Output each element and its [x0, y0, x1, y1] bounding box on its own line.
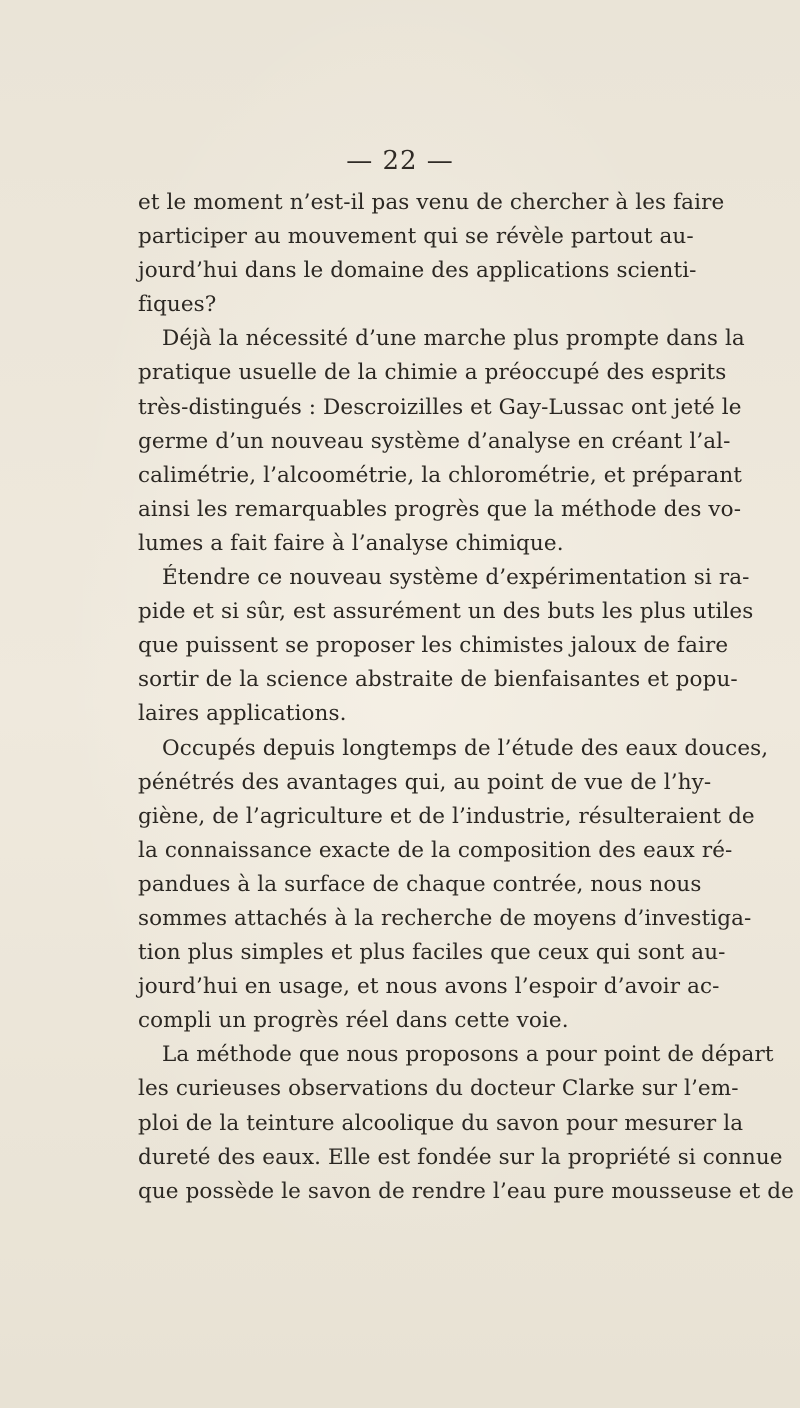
- text-line: La méthode que nous proposons a pour point de départ: [162, 1042, 774, 1068]
- text-line: fiques?: [138, 292, 217, 318]
- text-line: pénétrés des avantages qui, au point de vue de l’hy-: [138, 769, 712, 795]
- text-line: pandues à la surface de chaque contrée, nous nous: [138, 871, 702, 897]
- text-line: très-distingués : Descroizilles et Gay-Lussac ont jeté le: [138, 394, 742, 420]
- text-line: participer au mouvement qui se révèle partout au-: [138, 224, 694, 250]
- text-line: la connaissance exacte de la composition des eaux ré-: [138, 837, 733, 863]
- text-line: lumes a fait faire à l’analyse chimique.: [138, 530, 564, 556]
- text-line: tion plus simples et plus faciles que ceux qui sont au-: [138, 940, 726, 966]
- text-line: ploi de la teinture alcoolique du savon pour mesurer la: [138, 1110, 744, 1136]
- text-line: Étendre ce nouveau système d’expérimentation si ra-: [162, 565, 750, 591]
- text-line: les curieuses observations du docteur Clarke sur l’em-: [138, 1076, 739, 1102]
- body-text: [138, 186, 794, 1209]
- page-number: — 22 —: [346, 146, 454, 176]
- text-line: sortir de la science abstraite de bienfaisantes et popu-: [138, 667, 738, 693]
- text-line: compli un progrès réel dans cette voie.: [138, 1008, 569, 1034]
- text-line: que possède le savon de rendre l’eau pure mousseuse et de: [138, 1178, 794, 1204]
- text-line: Déjà la nécessité d’une marche plus prompte dans la: [162, 326, 745, 352]
- text-line: jourd’hui dans le domaine des applications scienti-: [138, 258, 697, 284]
- text-line: que puissent se proposer les chimistes jaloux de faire: [138, 633, 729, 659]
- text-line: et le moment n’est-il pas venu de chercher à les faire: [138, 190, 725, 215]
- text-line: giène, de l’agriculture et de l’industrie, résulteraient de: [138, 803, 755, 829]
- text-line: sommes attachés à la recherche de moyens d’investiga-: [138, 905, 752, 931]
- text-line: calimétrie, l’alcoométrie, la chlorométrie, et préparant: [138, 462, 743, 488]
- text-line: dureté des eaux. Elle est fondée sur la propriété si connue: [138, 1144, 783, 1170]
- text-line: ainsi les remarquables progrès que la méthode des vo-: [138, 496, 742, 522]
- text-line: germe d’un nouveau système d’analyse en créant l’al-: [138, 428, 731, 454]
- text-line: laires applications.: [138, 701, 347, 727]
- text-line: jourd’hui en usage, et nous avons l’espoir d’avoir ac-: [138, 974, 720, 1000]
- text-line: pide et si sûr, est assurément un des buts les plus utiles: [138, 599, 754, 625]
- text-line: pratique usuelle de la chimie a préoccupé des esprits: [138, 360, 727, 386]
- text-line: Occupés depuis longtemps de l’étude des eaux douces,: [162, 735, 769, 761]
